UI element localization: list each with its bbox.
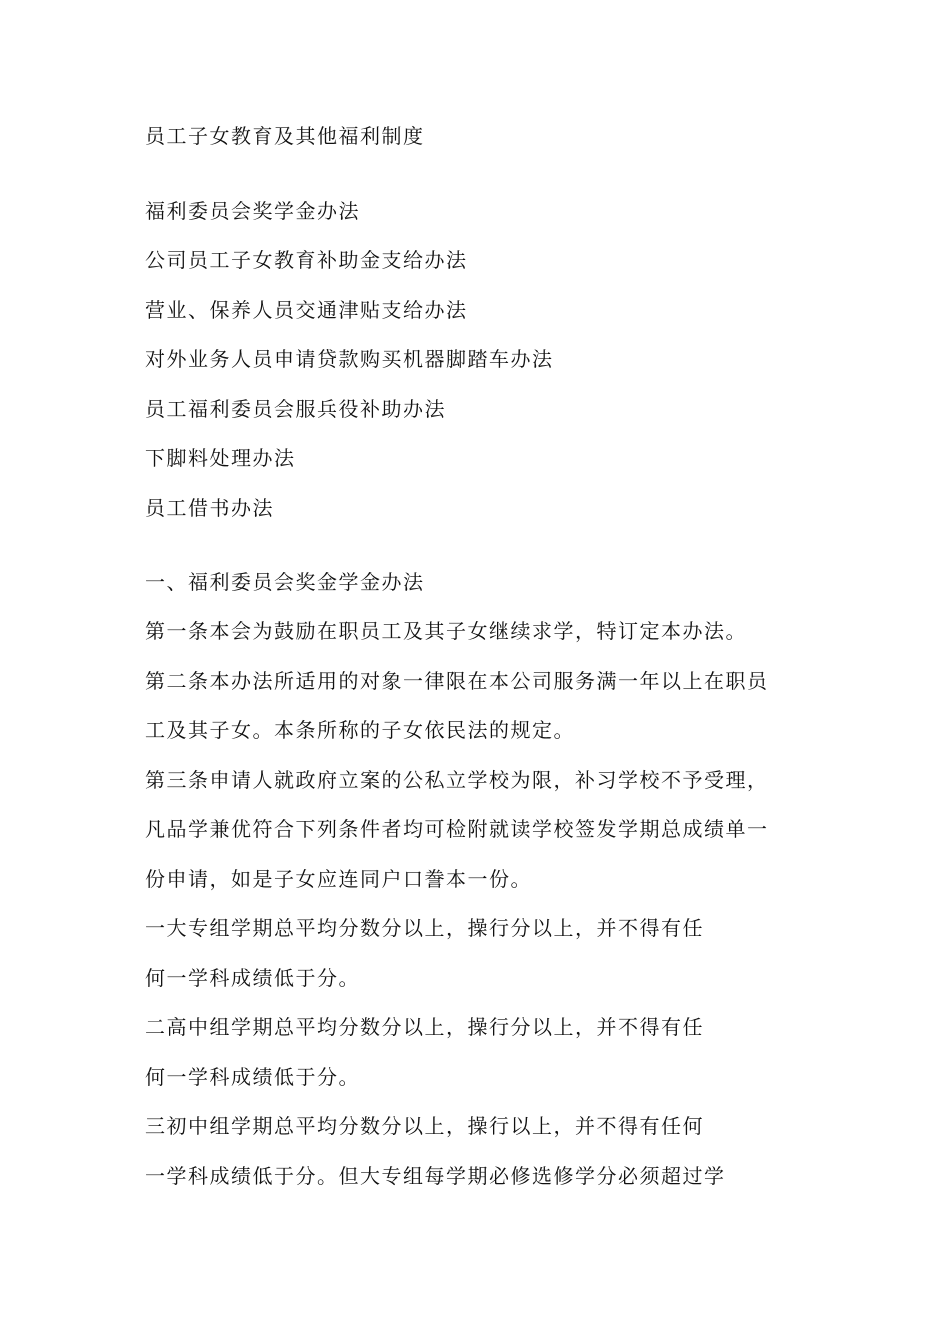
toc-item: 营业、保养人员交通津贴支给办法 — [145, 298, 468, 322]
document-title: 员工子女教育及其他福利制度 — [145, 124, 425, 148]
toc-item: 员工借书办法 — [145, 496, 274, 520]
body-line: 三初中组学期总平均分数分以上，操行以上，并不得有任何 — [145, 1114, 704, 1138]
toc-item: 福利委员会奖学金办法 — [145, 199, 360, 223]
body-line: 第一条本会为鼓励在职员工及其子女继续求学，特订定本办法。 — [145, 619, 747, 643]
body-line: 工及其子女。本条所称的子女依民法的规定。 — [145, 718, 575, 742]
toc-item: 公司员工子女教育补助金支给办法 — [145, 248, 468, 272]
body-line: 一大专组学期总平均分数分以上，操行分以上，并不得有任 — [145, 916, 704, 940]
body-line: 一学科成绩低于分。但大专组每学期必修选修学分必须超过学 — [145, 1164, 726, 1188]
toc-item: 对外业务人员申请贷款购买机器脚踏车办法 — [145, 347, 554, 371]
body-line: 第三条申请人就政府立案的公私立学校为限，补习学校不予受理， — [145, 768, 769, 792]
body-line: 何一学科成绩低于分。 — [145, 966, 360, 990]
body-line: 何一学科成绩低于分。 — [145, 1065, 360, 1089]
body-line: 份申请，如是子女应连同户口誊本一份。 — [145, 867, 532, 891]
section-heading: 一、福利委员会奖金学金办法 — [145, 570, 425, 594]
body-line: 凡品学兼优符合下列条件者均可检附就读学校签发学期总成绩单一 — [145, 817, 769, 841]
body-line: 第二条本办法所适用的对象一律限在本公司服务满一年以上在职员 — [145, 669, 769, 693]
toc-item: 下脚料处理办法 — [145, 446, 296, 470]
toc-item: 员工福利委员会服兵役补助办法 — [145, 397, 446, 421]
body-line: 二高中组学期总平均分数分以上，操行分以上，并不得有任 — [145, 1015, 704, 1039]
